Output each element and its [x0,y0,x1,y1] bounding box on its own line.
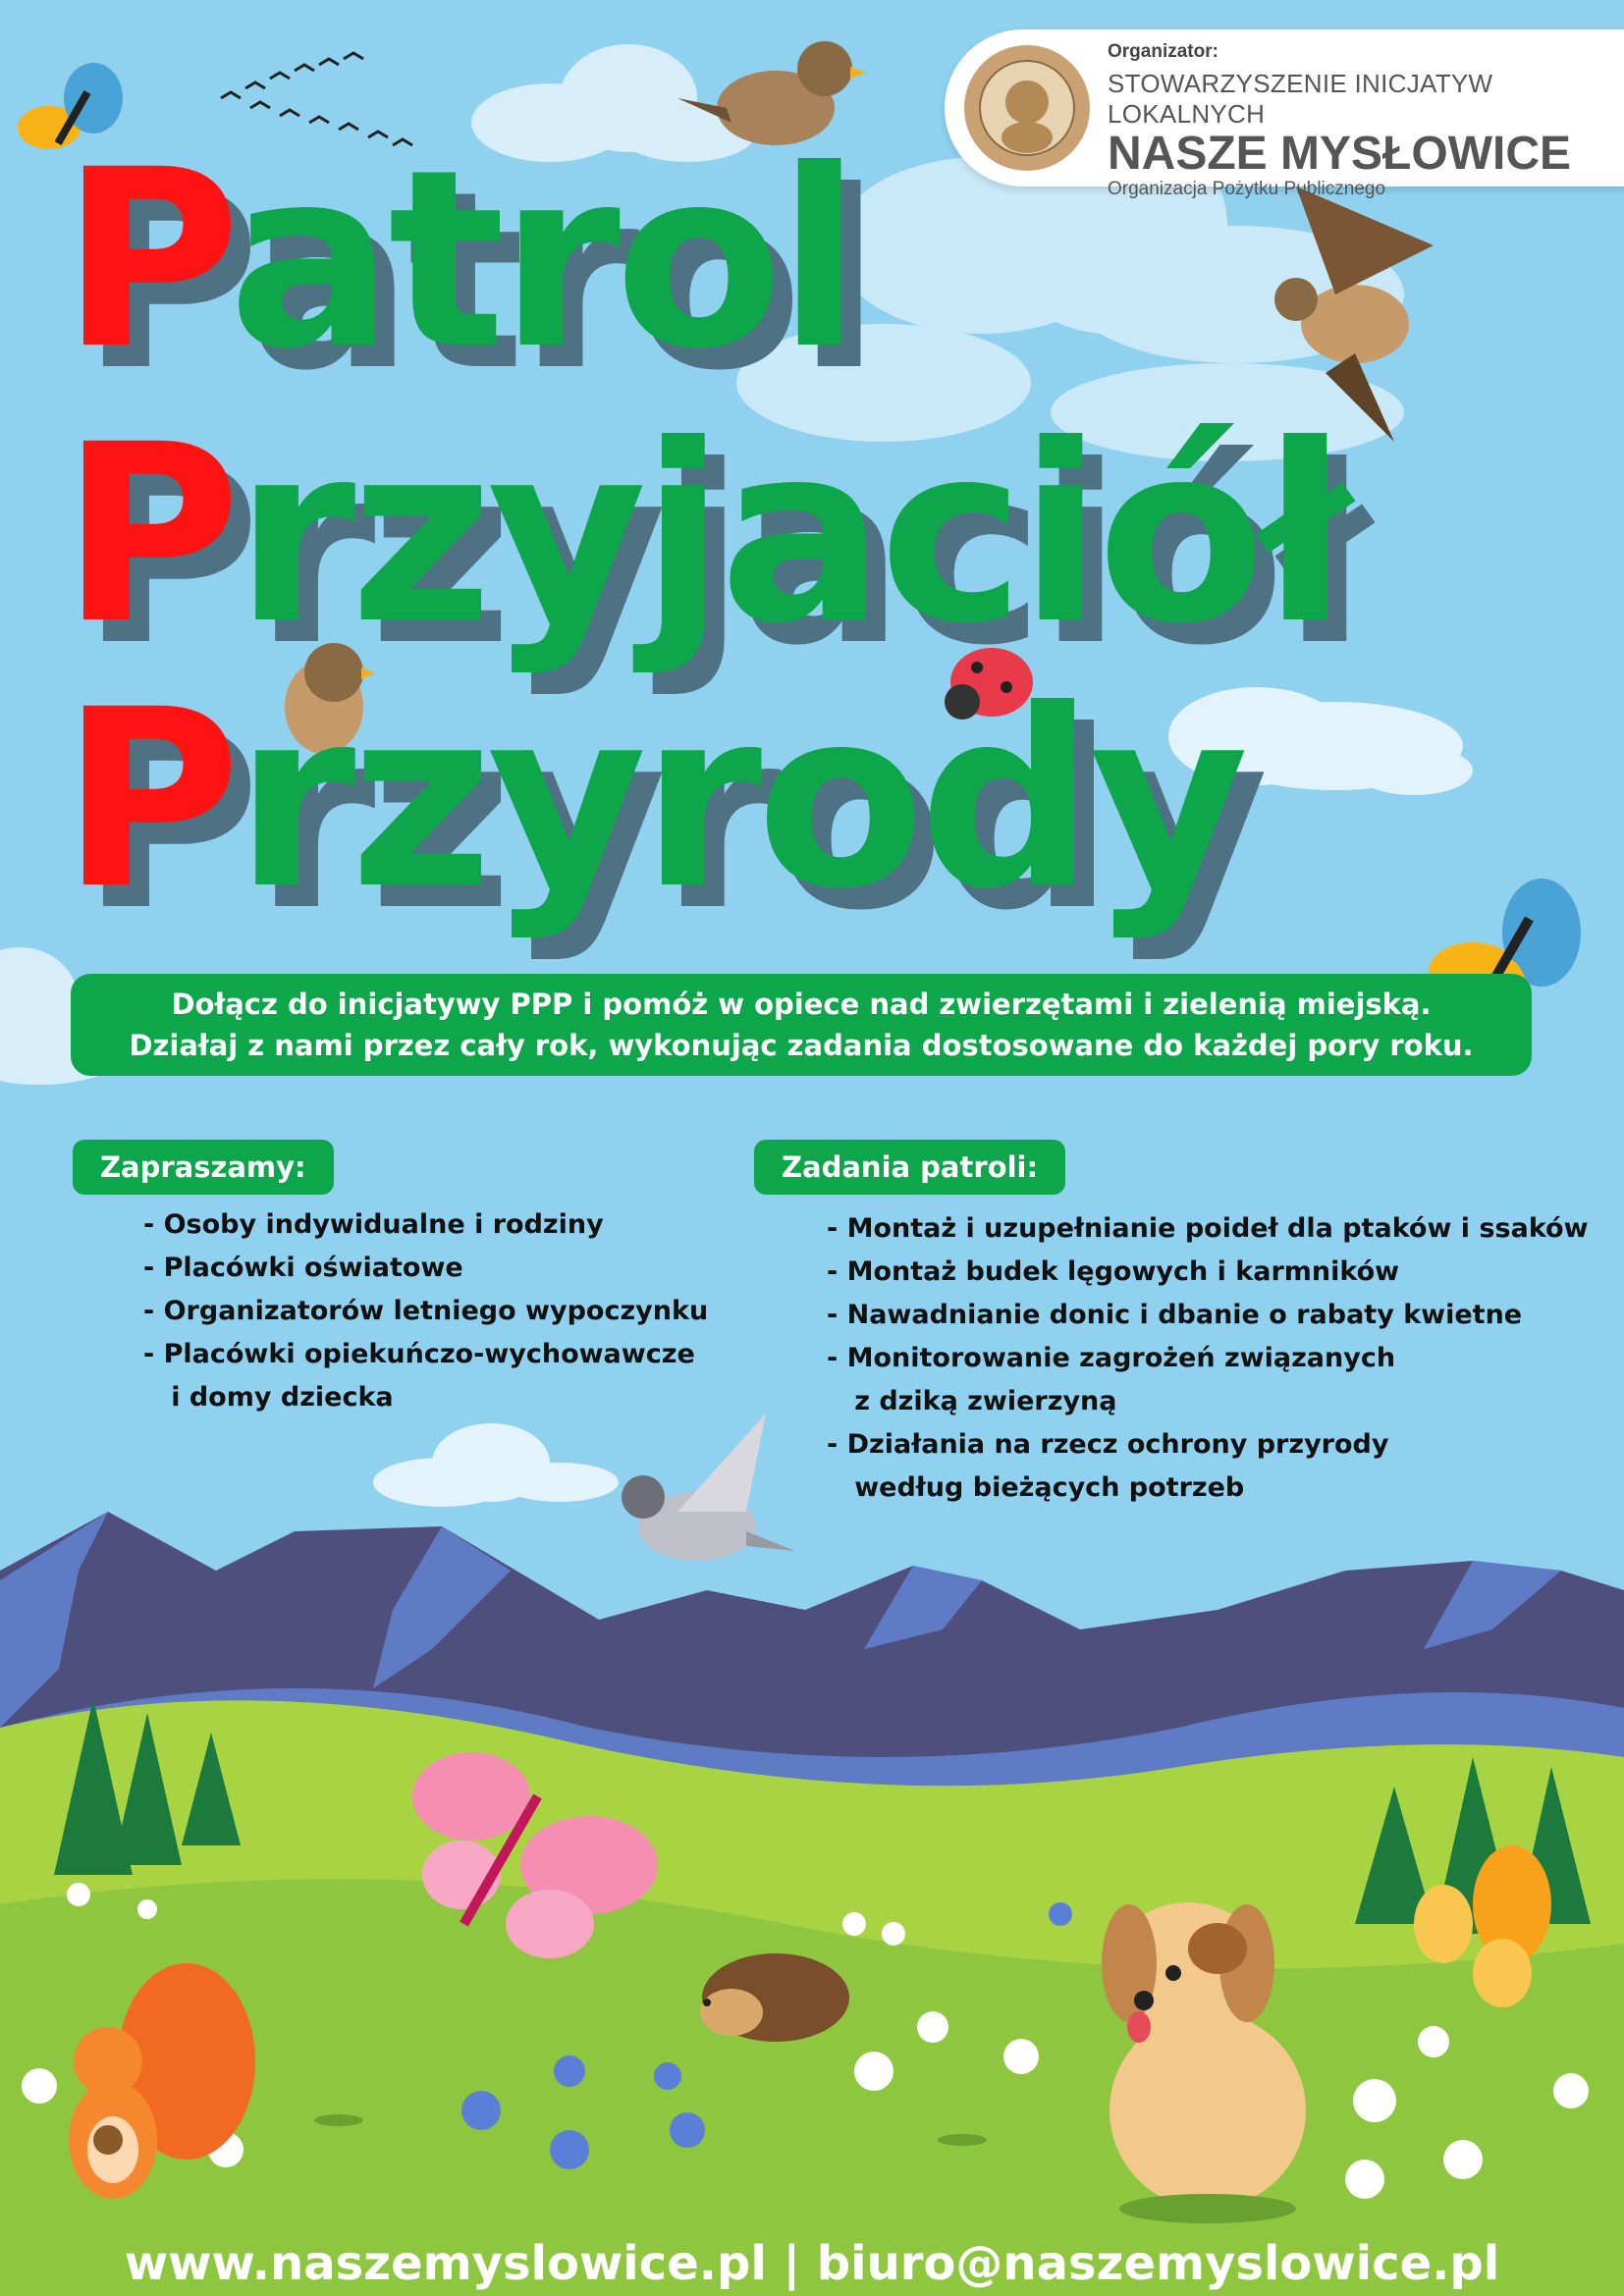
title-cap: P [61,657,236,942]
title-cap: P [61,392,236,677]
list-item: i domy dziecka [143,1382,394,1413]
organizer-name-line2: NASZE MYSŁOWICE [1108,128,1572,180]
list-item: z dziką zwierzyną [827,1386,1117,1416]
title-line-przyjaciol [61,392,1345,677]
invite-list [143,1203,708,1419]
intro-banner [71,974,1532,1076]
cloud [373,1423,619,1507]
list-item: - Placówki opiekuńczo-wychowawcze [143,1339,695,1369]
organizer-name-line3: Organizacja Pożytku Publicznego [1108,179,1386,199]
organizer-badge [945,29,1624,199]
pigeon [622,1414,795,1561]
list-item: - Działania na rzecz ochrony przyrody [827,1429,1389,1460]
footer-contact: www.naszemyslowice.pl | biuro@naszemyslowice.pl [124,2236,1500,2291]
title-rest: rzyjaciół [235,392,1345,677]
list-item: - Organizatorów letniego wypoczynku [143,1296,709,1326]
intro-line2: Działaj z nami przez cały rok, wykonując zadania dostosowane do każdej pory roku. [129,1029,1474,1062]
title-line-patrol [61,117,856,402]
organizer-seal [962,43,1092,173]
intro-line1: Dołącz do inicjatywy PPP i pomóż w opiece nad zwierzętami i zielenią miejską. [171,988,1432,1021]
title-rest: rzyrody [235,657,1243,942]
list-item: - Monitorowanie zagrożeń związanych [827,1343,1396,1373]
organizer-label: Organizator: [1108,41,1218,62]
list-item: według bieżących potrzeb [827,1472,1245,1503]
list-item: - Montaż budek lęgowych i karmników [827,1256,1400,1287]
title-cap: P [61,117,229,402]
list-item: - Placówki oświatowe [143,1253,463,1283]
title-line-przyrody [61,657,1243,942]
list-item: - Montaż i uzupełnianie poideł dla ptaków i ssaków [827,1213,1589,1244]
organizer-name-line1: STOWARZYSZENIE INICJATYW LOKALNYCH [1108,69,1493,129]
tasks-list [827,1207,1589,1510]
list-item: - Osoby indywidualne i rodziny [143,1209,604,1240]
list-item: - Nawadnianie donic i dbanie o rabaty kwietne [827,1300,1523,1330]
title-rest: atrol [228,117,856,402]
tasks-heading: Zadania patroli: [754,1140,1065,1195]
invite-heading: Zapraszamy: [73,1140,334,1195]
